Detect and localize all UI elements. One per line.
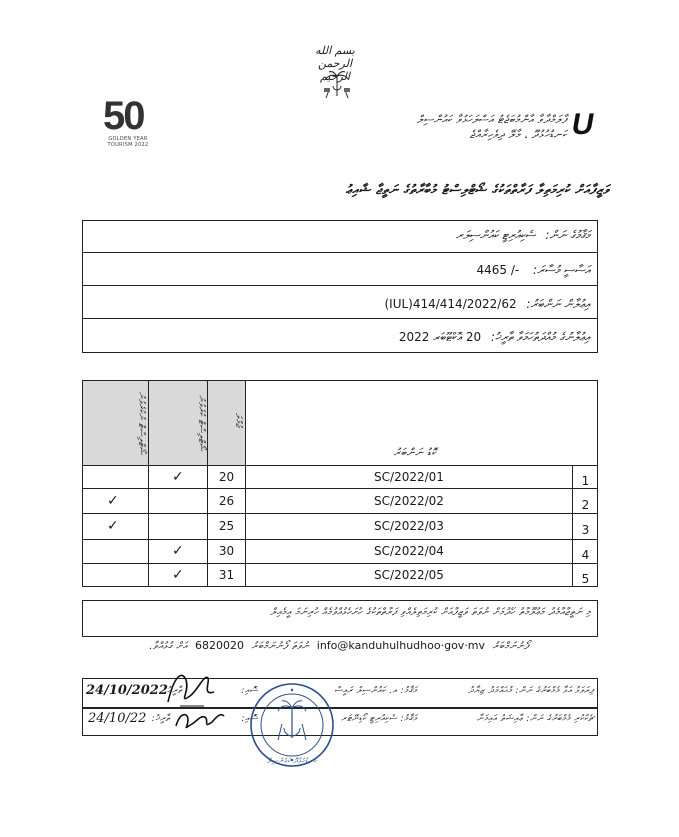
row-number: 1 [581,474,590,488]
check-mark-icon: ✓ [172,543,184,559]
info-value: 20 އޮކްޓޫބަރ 2022 [398,330,482,344]
check-mark-icon: ✓ [107,518,119,534]
sig2-position: މަޤާމު: ސެކިއުރިޓީ ކޯޑިނޭޓަރ [341,714,417,724]
row-number: 5 [581,572,590,586]
sig1-sign-label: ސޮއި: [241,686,258,696]
info-row [90,297,590,319]
candidate-code: SC/2022/02 [374,494,444,508]
header-candidate-code: ކޮޑު ނަންބަރު [393,446,437,459]
header-marks: ޖުމްލަ [233,412,243,428]
council-seal-icon [249,682,335,768]
info-row [90,330,590,352]
sig1-role: ފިޔަވަޅު އަޅާ މެމްބަރުގެ ނަން: މުޙައްމަދު ޒިޔާދު [468,686,594,696]
council-name-line2: ކަނޑުހުޅުދޫ ، މާލޭ ދިވެހިރާއްޖެ [469,128,567,141]
candidate-code: SC/2022/01 [374,470,444,484]
council-seal-text: ކަނޑުހުޅުދޫ ކައުންސިލް [267,757,317,765]
golden-year-line1: GOLDEN YEAR [108,136,148,142]
info-label: އަސާސީ މުސާރަ: [533,263,590,277]
info-value: ސެކިއުރިޓީ ކައުންސިލަރ [455,228,536,242]
info-label: އިޢުލާނުގެ މުއްދަތުހަމަވާ ތާރީޚު: [490,330,590,344]
check-mark-icon: ✓ [107,493,119,509]
header-shortlisted: ޝޯޓްލިސްޓް ކުރެވުނު [196,394,206,452]
page-title: ވަޒީފާއަށް ކުރިމަތިލާ ފަރާތްތަކުގެ ޝޯޓްލިސްޓު މުބާރާތުގެ ނަތީޖާ ޝާއިޢު [345,183,609,198]
signature-2-image [172,706,228,734]
sig2-role: ޗެކްކުރި މެމްބަރުގެ ނަން: ޢާއިޝަތު އައިމަނާ [476,714,594,724]
signature-1-image [160,666,220,710]
golden-year-line2: TOURISM 2022 [107,142,149,148]
check-mark-icon: ✓ [172,469,184,485]
info-value: 4465 /- [476,263,520,277]
note-box [82,600,598,637]
info-row [90,228,590,250]
golden-year-number: 50 [103,94,144,138]
candidate-marks: 26 [218,494,235,508]
info-label: އިޢުލާން ނަންބަރު: [526,297,590,311]
sig2-sign-label: ސޮއި: [241,714,258,724]
note-phone-label: ފޯނުނަމްބަރު [492,641,529,652]
bismillah: بسم الله الرحمن الرحيم [315,44,355,83]
note-line1: މި ނަތީޖާއާމެދު މަޢުލޫމާތު ހޯދުމަށް ނުވަތަ ވަޒީފާއަށް ކުރިމަތިލެއްވި ފަރާތްތަކުގެ ހުށަހެޅުއްވުމެއް ހުރިނަމަ އީމެއިލް [270,607,591,618]
candidate-marks: 25 [218,519,235,533]
candidate-marks: 20 [218,470,235,484]
info-row [90,263,590,285]
sig1-position: މަޤާމު: އ. ކައުންސިލް ރައީސް [334,686,417,696]
note-end: އަށް ގުޅުއްވާ. [149,641,188,652]
sig1-date-label: ތާރީޚު: [163,686,182,696]
row-number: 2 [581,498,590,512]
sig1-date: 24/10/2022 [86,683,168,698]
info-label: މަޤާމުގެ ނަން: [545,228,590,242]
candidate-marks: 31 [218,568,235,582]
header-not-shortlisted: ޝޯޓްލިސްޓް ނުކުރެވުނު [136,391,146,455]
note-line2 [109,639,529,652]
sig2-date: 24/10/22 [88,711,147,726]
council-name-line1: ފާލަމްދާވާ އާންމުބަޖެޓު އަސްލަހަޅުވާ ކައުންސިލް [416,113,567,126]
candidate-code: SC/2022/05 [374,568,444,582]
golden-year-logo [103,96,153,148]
info-value: (IUL)414/414/2022/62 [384,297,517,311]
row-number: 3 [581,523,590,537]
national-emblem-icon [322,68,352,102]
contact-email[interactable]: info@kanduhulhudhoo·gov·mv [316,639,486,652]
check-mark-icon: ✓ [172,567,184,583]
council-logo-mark: U [569,108,597,141]
row-number: 4 [581,548,590,562]
candidate-code: SC/2022/04 [374,544,444,558]
sig2-date-label: ތާރީޚު: [151,714,170,724]
contact-phone[interactable]: 6820020 [195,639,244,652]
note-or: ނުވަތަ ފޯނުނަމްބަރު [251,641,310,652]
candidate-code: SC/2022/03 [374,519,444,533]
candidate-marks: 30 [218,544,235,558]
